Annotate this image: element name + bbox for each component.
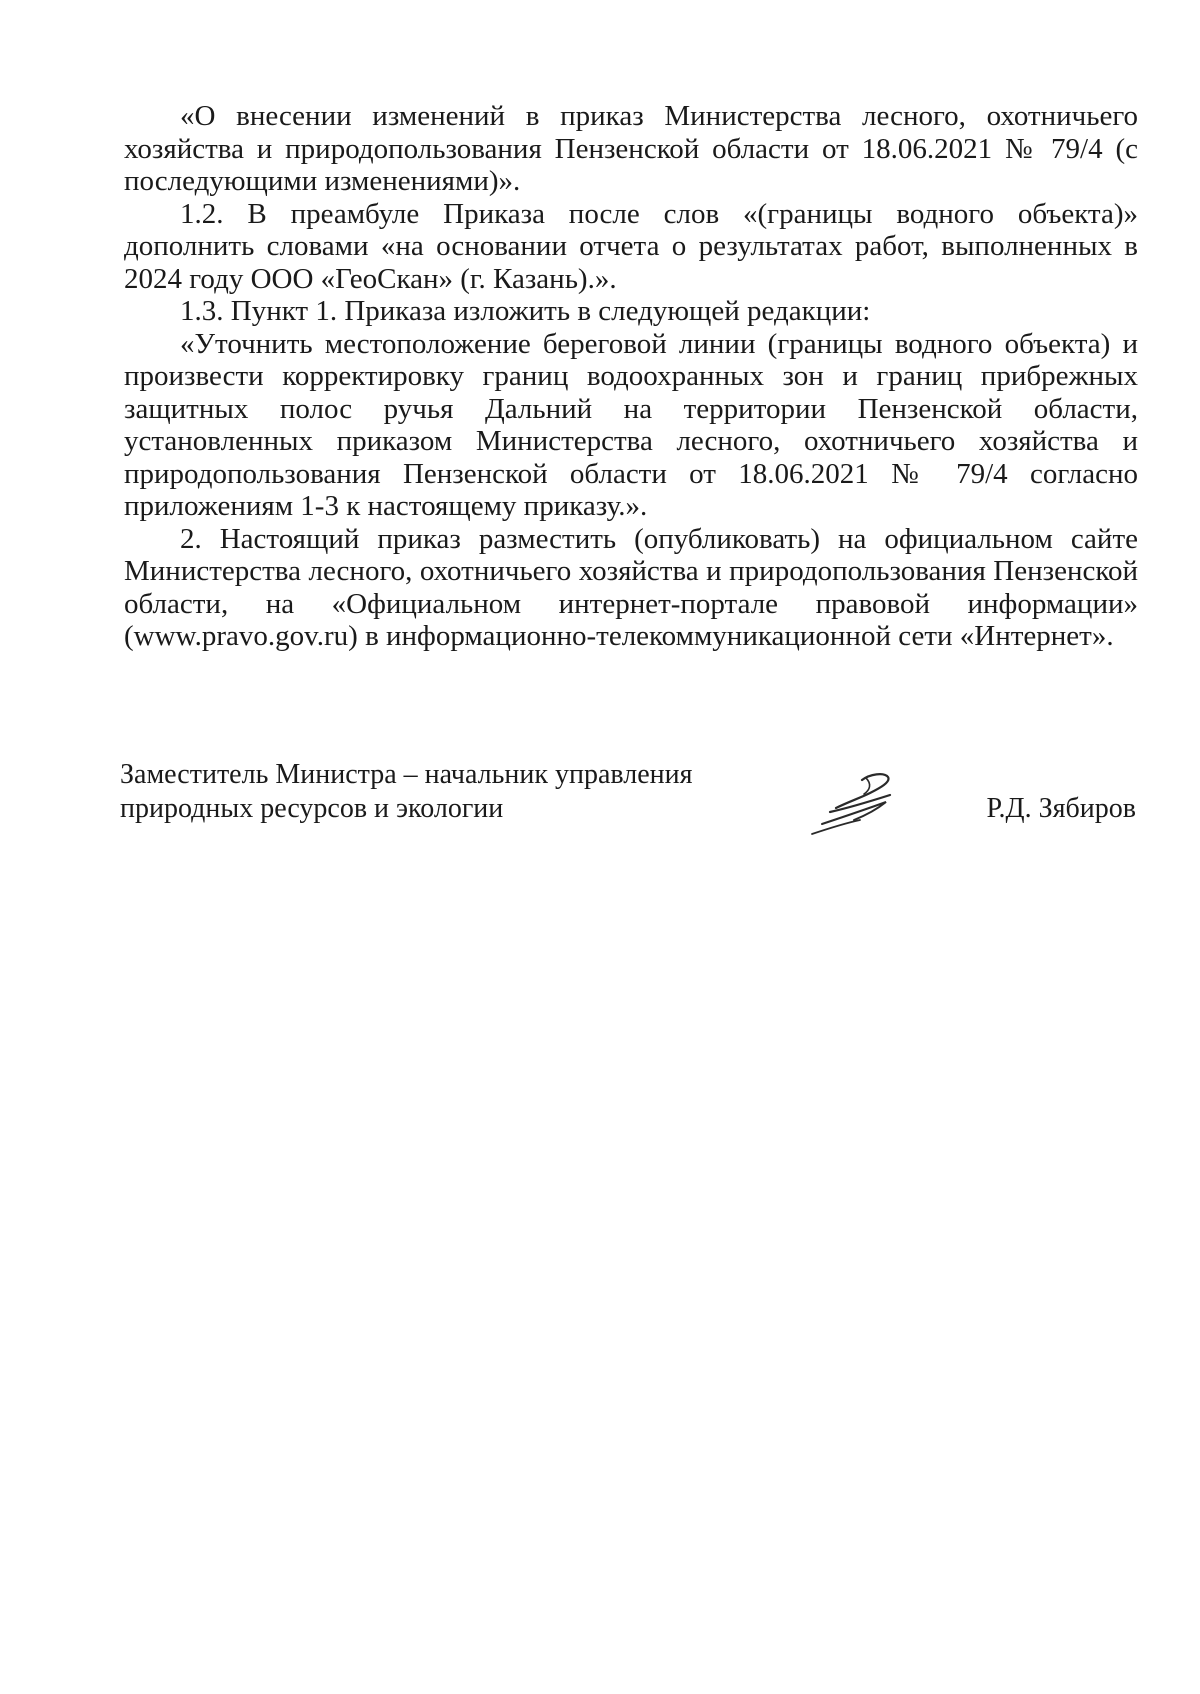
signatory-position-line2: природных ресурсов и экологии — [120, 793, 504, 824]
paragraph-1-3: 1.3. Пункт 1. Приказа изложить в следующей редакции: — [180, 295, 871, 327]
paragraph-1-2: 1.2. В преамбуле Приказа после слов «(границы водного объекта)» дополнить словами «на основании отчета о результатах работ, выполненных в 2024 году ООО «ГеоСкан» (г. Казань).». — [124, 197, 1138, 295]
handwritten-signature — [800, 768, 910, 838]
signatory-name: Р.Д. Зябиров — [986, 793, 1136, 824]
paragraph-amendment-title: «О внесении изменений в приказ Министерства лесного, охотничьего хозяйства и природопользования Пензенской области от 18.06.2021 № 79/4 (с последующими изменениями)». — [124, 100, 1138, 197]
signatory-position — [120, 758, 760, 826]
signatory-position-line1: Заместитель Министра – начальник управления — [120, 759, 693, 790]
document-body — [124, 100, 1138, 653]
paragraph-quote-clause-1: «Уточнить местоположение береговой линии (границы водного объекта) и произвести корректировку границ водоохранных зон и границ прибрежных защитных полос ручья Дальний на территории Пензенской области, установленных приказом Министерства лесного, охотничьего хозяйства и природопользования Пензенской области от 18.06.2021 № 79/4 согласно приложениям 1-3 к настоящему приказу.». — [124, 327, 1138, 522]
signature-block — [120, 758, 1140, 868]
paragraph-2: 2. Настоящий приказ разместить (опубликовать) на официальном сайте Министерства лесного, охотничьего хозяйства и природопользования Пензенской области, на «Официальном интернет-портале правовой информации» (www.pravo.gov.ru) в информационно-телекоммуникационной сети «Интернет». — [124, 522, 1138, 652]
